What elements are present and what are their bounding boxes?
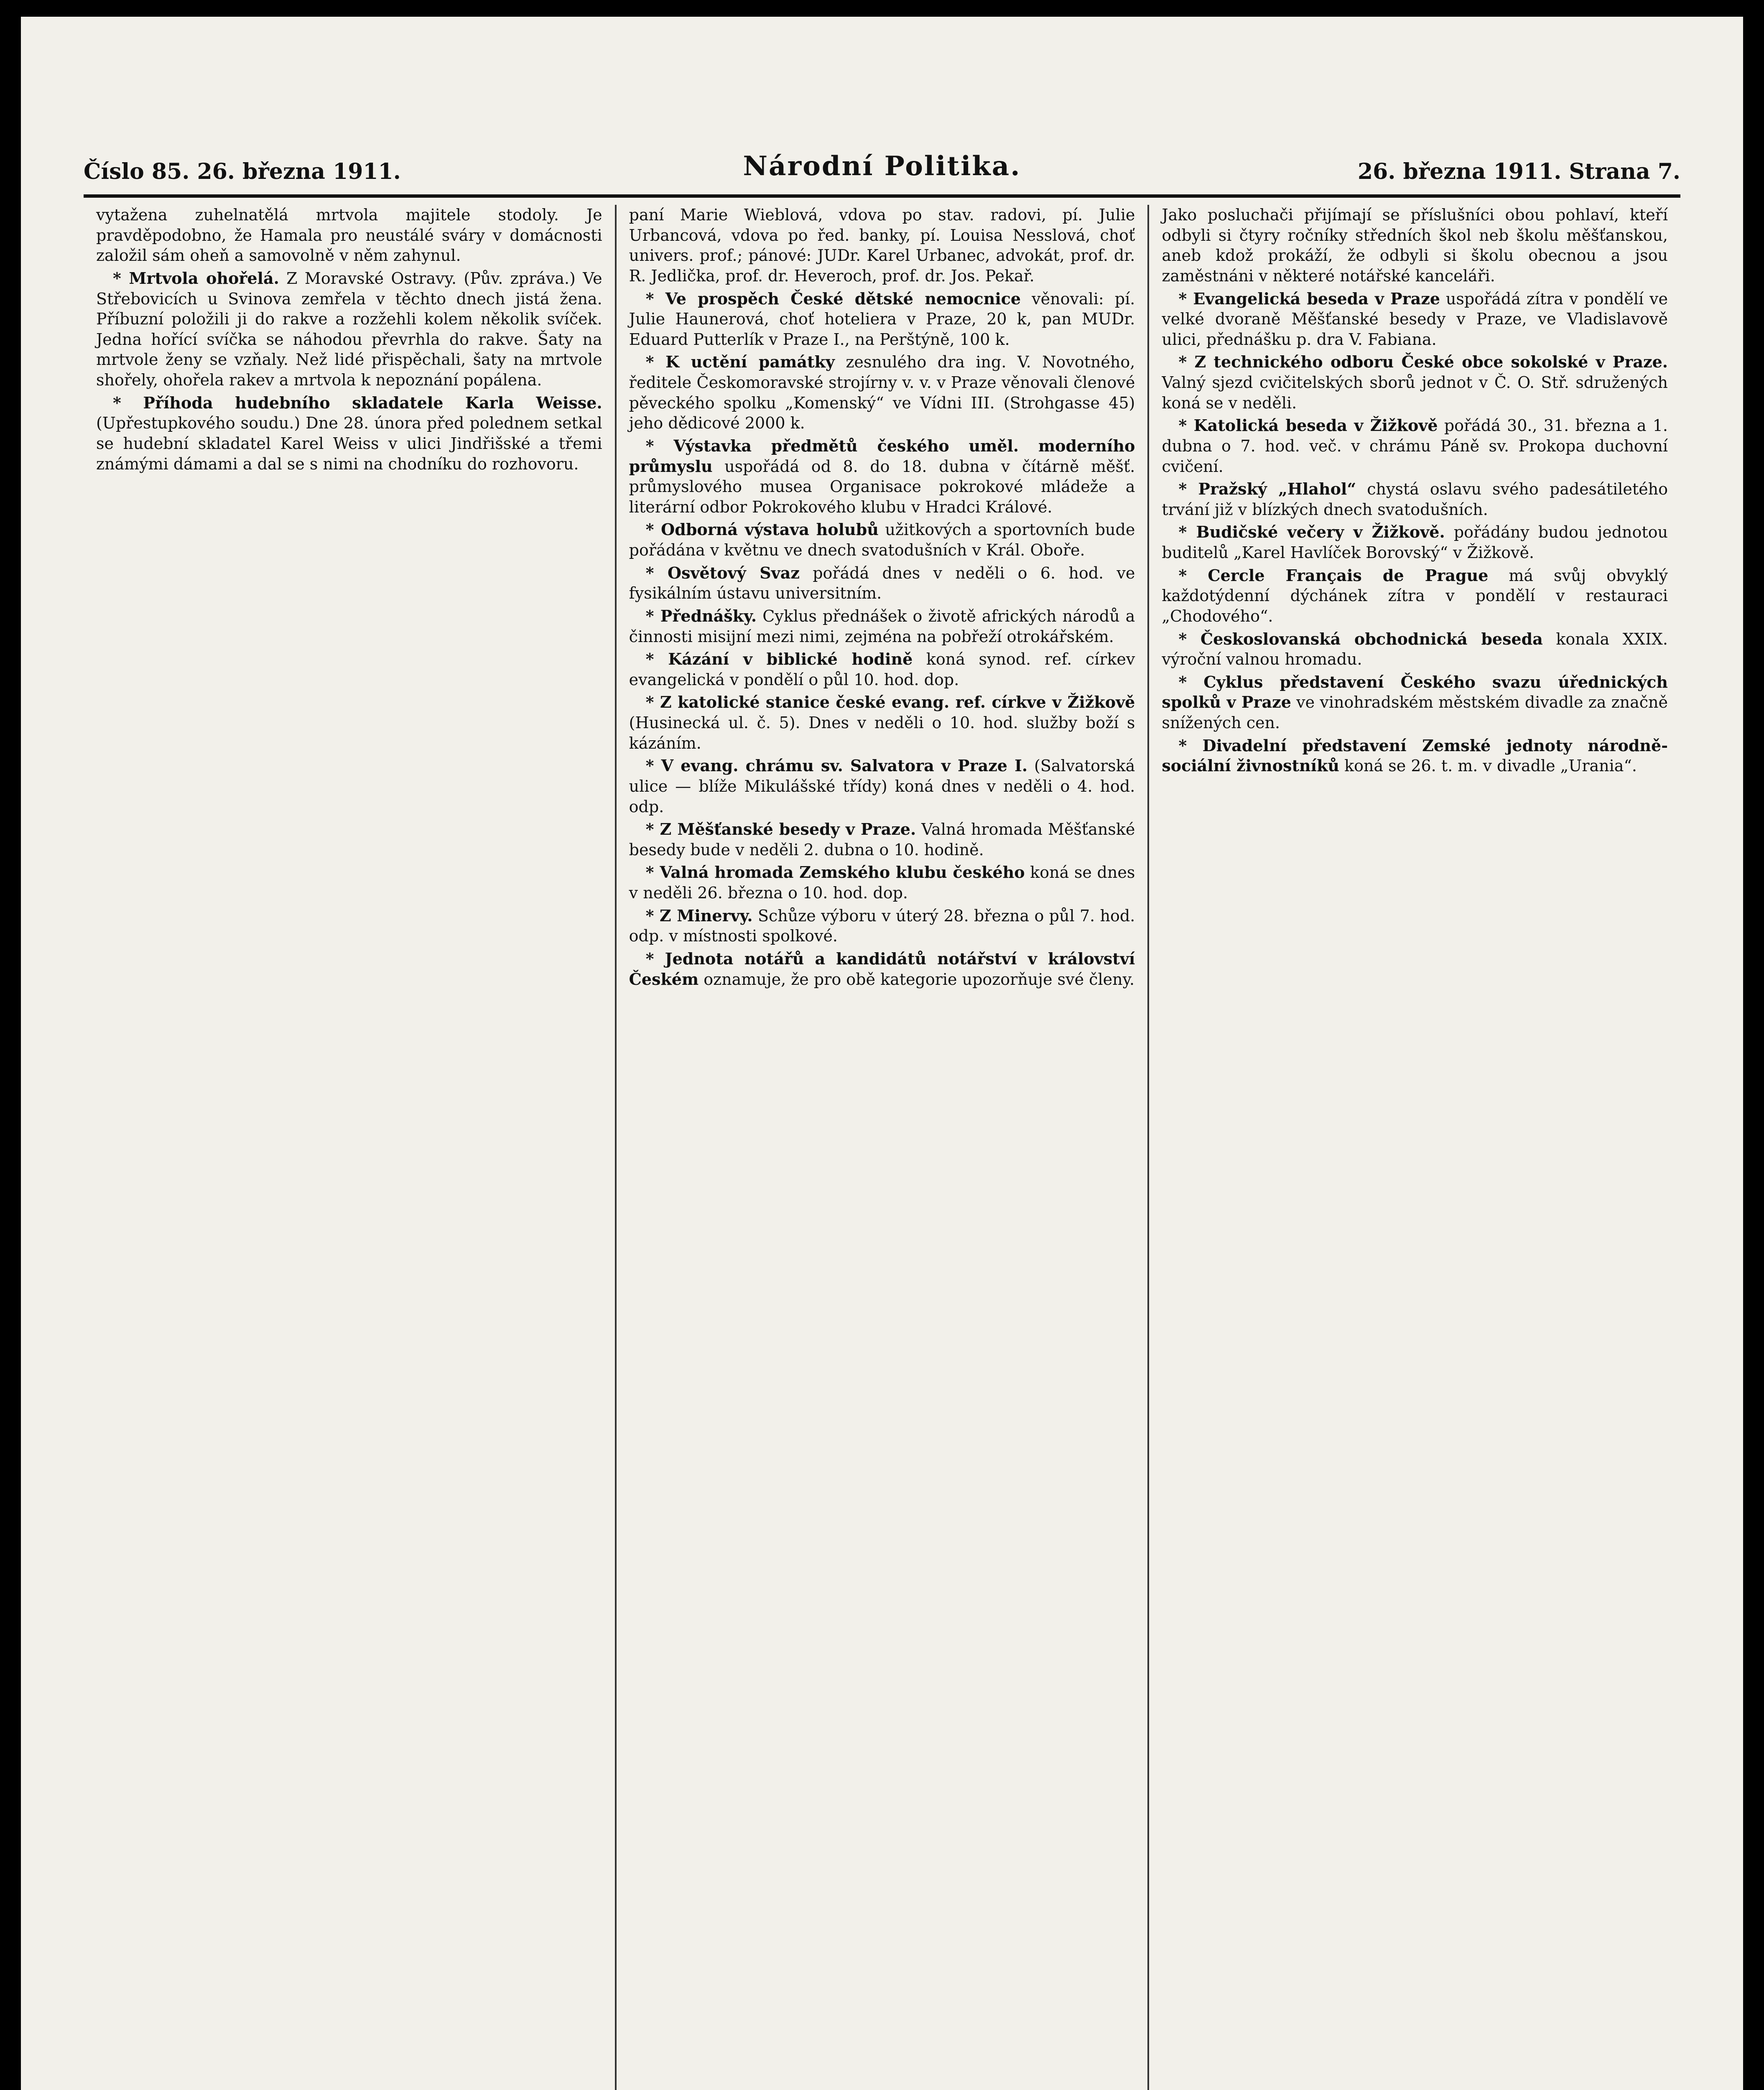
article-heading: * Z katolické stanice české evang. ref. církve v Žižkově	[645, 693, 1135, 712]
article-paragraph	[1162, 289, 1668, 350]
article-text: Cyklus přednášek o životě afrických národů a činnosti misijní mezi nimi, zejména na pobřeží otrokářském.	[629, 607, 1135, 646]
issue-number: Číslo 85. 26. března 1911.	[84, 159, 401, 184]
article-text: Valná hromada Měšťanské besedy bude v neděli 2. dubna o 10. hodině.	[629, 820, 1135, 859]
article-heading: * Jednota notářů a kandidátů notářství v království Českém	[629, 949, 1135, 989]
article-heading: * Osvětový Svaz	[645, 563, 800, 582]
article-heading: * K uctění památky	[645, 352, 835, 372]
article-text: Jako posluchači přijímají se příslušníci obou pohlaví, kteří odbyli si čtyry ročníky středních škol neb školu měšťanskou, aneb kdož prokáží, že odbyli si školu obecnou a jsou zaměstnáni v některé notářské kanceláři.	[1162, 206, 1668, 285]
masthead-title: Národní Politika.	[743, 150, 1021, 182]
article-text: Z Moravské Ostravy. (Pův. zpráva.) Ve Střebovicích u Svinova zemřela v těchto dnech jistá žena. Příbuzní položili ji do rakve a rozžehli kolem několik svíček. Jedna hořící svíčka se náhodou převrhla do rakve. Šaty na mrtvole ženy se vzňaly. Než lidé přispěchali, šaty na mrtvole shořely, ohořela rakev a mrtvola k nepoznání popálena.	[96, 269, 602, 389]
article-heading: * Odborná výstava holubů	[645, 520, 879, 539]
article-heading: * Valná hromada Zemského klubu českého	[645, 863, 1025, 882]
article-heading: * Příhoda hudebního skladatele Karla Weisse.	[113, 393, 602, 412]
article-heading: * Přednášky.	[645, 606, 757, 625]
article-paragraph	[96, 268, 602, 390]
article-paragraph	[629, 606, 1135, 647]
issue-date-and-page: 26. března 1911. Strana 7.	[1357, 159, 1680, 184]
article-text: (Husinecká ul. č. 5). Dnes v neděli o 10. hod. služby boží s kázáním.	[629, 714, 1135, 752]
article-paragraph	[629, 756, 1135, 817]
article-text: uspořádá od 8. do 18. dubna v čítárně měšť. průmyslového musea Organisace pokrokové mládeže a literární odbor Pokrokového klubu v Hradci Králové.	[629, 457, 1135, 516]
article-heading: * Českoslovanská obchodnická beseda	[1178, 629, 1543, 648]
article-heading: * Z Minervy.	[645, 906, 753, 925]
article-heading: * Budičské večery v Žižkově.	[1178, 522, 1445, 542]
article-heading: * Cyklus představení Českého svazu úřednických spolků v Praze	[1162, 672, 1668, 712]
column-2	[615, 205, 1148, 2090]
article-text: (Upřestupkového soudu.) Dne 28. února před polednem setkal se hudební skladatel Karel Weiss v ulici Jindřišské a třemi známými dámami a dal se s nimi na chodníku do rozhovoru.	[96, 414, 602, 473]
article-paragraph	[1162, 629, 1668, 670]
article-paragraph	[629, 436, 1135, 517]
article-heading: * Evangelická beseda v Praze	[1178, 289, 1440, 308]
article-paragraph	[1162, 672, 1668, 733]
article-paragraph	[629, 819, 1135, 860]
article-text: koná se 26. t. m. v divadle „Urania“.	[1344, 757, 1637, 775]
article-paragraph	[629, 205, 1135, 286]
article-text: uspořádá zítra v pondělí ve velké dvoraně Měšťanské besedy v Praze, ve Vladislavově ulici, přednášku p. dra V. Fabiana.	[1162, 289, 1668, 349]
article-heading: * Ve prospěch České dětské nemocnice	[645, 289, 1021, 308]
article-heading: * Pražský „Hlahol“	[1178, 479, 1356, 499]
article-paragraph	[629, 949, 1135, 989]
article-heading: * Cercle Français de Prague	[1178, 566, 1489, 585]
article-heading: * Divadelní představení Zemské jednoty národně-sociální živnostníků	[1162, 736, 1668, 775]
newspaper-page	[21, 17, 1743, 2090]
article-text: paní Marie Wieblová, vdova po stav. radovi, pí. Julie Urbancová, vdova po řed. banky, pí. Louisa Nesslová, choť univers. prof.; pánové: JUDr. Karel Urbanec, advokát, prof. dr. R. Jedlička, prof. dr. Heveroch, prof. dr. Jos. Pekař.	[629, 206, 1135, 285]
column-3	[1147, 205, 1680, 2090]
article-paragraph	[1162, 352, 1668, 413]
article-text: věnovali: pí. Julie Haunerová, choť hoteliera v Praze, 20 k, pan MUDr. Eduard Putterlík v Praze I., na Perštýně, 100 k.	[629, 289, 1135, 349]
column-1	[84, 205, 615, 2090]
article-paragraph	[629, 352, 1135, 433]
article-paragraph	[1162, 522, 1668, 563]
article-paragraph	[1162, 415, 1668, 477]
article-paragraph	[96, 205, 602, 266]
article-heading: * Z Měšťanské besedy v Praze.	[645, 820, 916, 839]
article-text: pořádány budou jednotou buditelů „Karel Havlíček Borovský“ v Žižkově.	[1162, 523, 1668, 562]
text-columns	[84, 205, 1680, 2090]
article-heading: * Z technického odboru České obce sokolské v Praze.	[1178, 352, 1668, 372]
article-text: pořádá 30., 31. března a 1. dubna o 7. hod. več. v chrámu Páně sv. Prokopa duchovní cvičení.	[1162, 416, 1668, 476]
article-paragraph	[96, 393, 602, 474]
article-paragraph	[629, 906, 1135, 946]
article-heading: * Výstavka předmětů českého uměl. moderního průmyslu	[629, 436, 1135, 476]
article-paragraph	[629, 862, 1135, 903]
masthead-rule	[84, 194, 1680, 198]
article-paragraph	[1162, 566, 1668, 627]
article-paragraph	[1162, 205, 1668, 286]
article-text: konala XXIX. výroční valnou hromadu.	[1162, 630, 1668, 669]
article-heading: * Katolická beseda v Žižkově	[1178, 416, 1438, 435]
article-text: má svůj obvyklý každotýdenní dýchánek zítra v pondělí v restauraci „Chodového“.	[1162, 566, 1668, 625]
article-text: Schůze výboru v úterý 28. března o půl 7. hod. odp. v místnosti spolkové.	[629, 906, 1135, 946]
article-text: chystá oslavu svého padesátiletého trvání již v blízkých dnech svatodušních.	[1162, 480, 1668, 519]
article-paragraph	[629, 692, 1135, 753]
article-paragraph	[1162, 736, 1668, 776]
article-text: koná synod. ref. církev evangelická v pondělí o půl 10. hod. dop.	[629, 650, 1135, 689]
article-paragraph	[629, 563, 1135, 604]
article-paragraph	[629, 289, 1135, 350]
article-text: vytažena zuhelnatělá mrtvola majitele stodoly. Je pravděpodobno, že Hamala pro neustálé sváry v domácnosti založil sám oheň a samovolně v něm zahynul.	[96, 206, 602, 265]
article-text: oznamuje, že pro obě kategorie upozorňuje své členy.	[704, 970, 1135, 989]
article-heading: * Kázání v biblické hodině	[645, 650, 913, 669]
article-paragraph	[1162, 479, 1668, 520]
article-text: užitkových a sportovních bude pořádána v květnu ve dnech svatodušních v Král. Oboře.	[629, 520, 1135, 559]
article-heading: * V evang. chrámu sv. Salvatora v Praze I.	[645, 756, 1028, 775]
article-text: pořádá dnes v neděli o 6. hod. ve fysikálním ústavu universitním.	[629, 563, 1135, 603]
article-text: zesnulého dra ing. V. Novotného, ředitele Českomoravské strojírny v. v. v Praze věnovali členové pěveckého spolku „Komenský“ ve Vídni III. (Strohgasse 45) jeho dědicové 2000 k.	[629, 353, 1135, 433]
article-paragraph	[629, 649, 1135, 690]
article-text: koná se dnes v neděli 26. března o 10. hod. dop.	[629, 863, 1135, 902]
article-text: (Salvatorská ulice — blíže Mikulášské třídy) koná dnes v neděli o 4. hod. odp.	[629, 757, 1135, 816]
article-paragraph	[629, 520, 1135, 560]
article-heading: * Mrtvola ohořelá.	[113, 268, 279, 288]
article-text: ve vinohradském městském divadle za značně snížených cen.	[1162, 693, 1668, 732]
article-text: Valný sjezd cvičitelských sborů jednot v Č. O. Stř. sdružených koná se v neděli.	[1162, 373, 1668, 412]
